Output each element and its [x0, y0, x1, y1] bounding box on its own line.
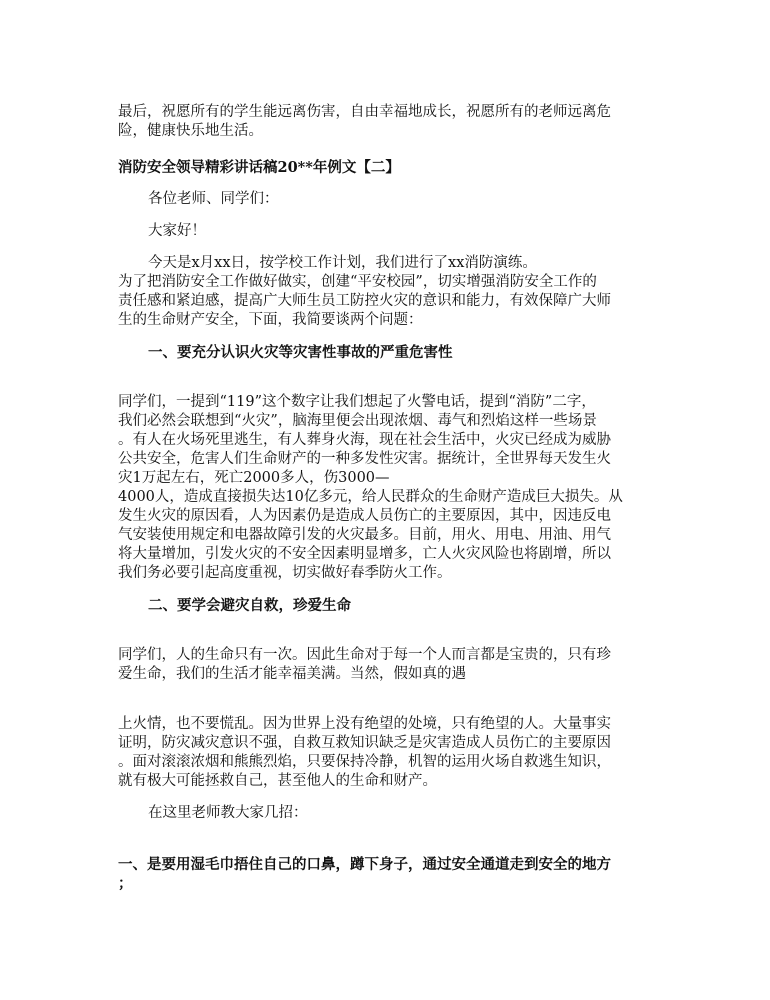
closing-line: 最后，祝愿所有的学生能远离伤害，自由幸福地成长，祝愿所有的老师远离危: [118, 104, 611, 120]
paragraph-one-line: 我们务必要引起高度重视，切实做好春季防火工作。: [118, 565, 452, 581]
paragraph-one-line: 我们必然会联想到“火灾”，脑海里便会出现浓烟、毒气和烈焰这样一些场景: [118, 413, 597, 429]
closing-line: 险，健康快乐地生活。: [118, 123, 263, 139]
paragraph-one-line: 公共安全，危害人们生命财产的一种多发性灾害。据统计，全世界每天发生火: [118, 451, 611, 467]
paragraph-one-line: 气安装使用规定和电器故障引发的火灾最多。目前，用火、用电、用油、用气: [118, 527, 611, 543]
paragraph-three-line: 。面对滚滚浓烟和熊熊烈焰，只要保持冷静，机智的运用火场自救逃生知识，: [118, 754, 611, 770]
heading-two: 二、要学会避灾自救，珍爱生命: [148, 597, 351, 614]
paragraph-one-line: 发生火灾的原因看，人为因素仍是造成人员伤亡的主要原因，其中，因违反电: [118, 508, 611, 524]
paragraph-one-line: 同学们，一提到“119”这个数字让我们想起了火警电话，提到“消防”二字，: [118, 394, 596, 410]
tip-one-line: 一、是要用湿毛巾捂住自己的口鼻，蹲下身子，通过安全通道走到安全的地方: [118, 856, 611, 873]
heading-one: 一、要充分认识火灾等灾害性事故的严重危害性: [148, 344, 453, 361]
paragraph-three-line: 上火情，也不要慌乱。因为世界上没有绝望的处境，只有绝望的人。大量事实: [118, 716, 611, 732]
paragraph-one-line: 4000人，造成直接损失达10亿多元，给人民群众的生命财产造成巨大损失。从: [118, 489, 623, 505]
greeting: 各位老师、同学们：: [148, 191, 279, 207]
section-title: 消防安全领导精彩讲话稿20**年例文【二】: [118, 159, 400, 176]
paragraph-two-line: 爱生命，我们的生活才能幸福美满。当然，假如真的遇: [118, 666, 466, 682]
paragraph-one-line: 灾1万起左右，死亡2000多人，伤3000—: [118, 470, 390, 486]
paragraph-two-line: 同学们，人的生命只有一次。因此生命对于每一个人而言都是宝贵的，只有珍: [118, 647, 611, 663]
paragraph-one-line: 将大量增加，引发火灾的不安全因素明显增多，亡人火灾风险也将剧增，所以: [118, 546, 611, 562]
intro-line: 责任感和紧迫感，提高广大师生员工防控火灾的意识和能力，有效保障广大师: [118, 293, 611, 309]
intro-line: 生的生命财产安全，下面，我简要谈两个问题：: [118, 312, 423, 328]
intro-line: 为了把消防安全工作做好做实，创建“平安校园”，切实增强消防安全工作的: [118, 274, 597, 290]
intro-first-line: 今天是x月xx日，按学校工作计划，我们进行了xx消防演练。: [148, 255, 537, 271]
salutation: 大家好！: [148, 223, 206, 239]
paragraph-one-line: 。有人在火场死里逃生，有人葬身火海，现在社会生活中，火灾已经成为威胁: [118, 432, 611, 448]
teach-line: 在这里老师教大家几招：: [148, 805, 308, 821]
tip-one-line: ；: [118, 875, 133, 892]
paragraph-three-line: 就有极大可能拯救自己，甚至他人的生命和财产。: [118, 773, 437, 789]
paragraph-three-line: 证明，防灾减灾意识不强，自救互救知识缺乏是灾害造成人员伤亡的主要原因: [118, 735, 611, 751]
